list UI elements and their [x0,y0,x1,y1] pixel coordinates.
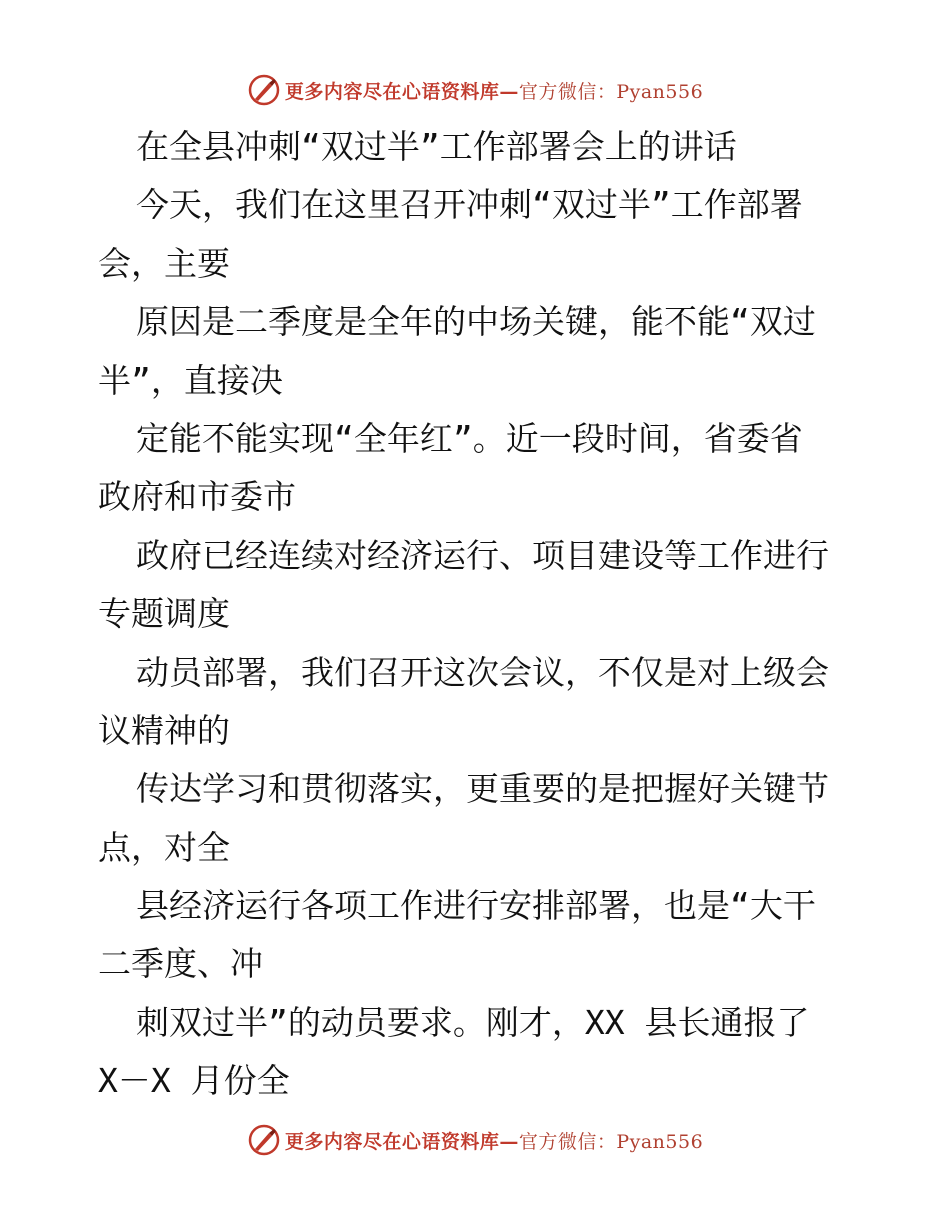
paragraph-line: 专题调度 [98,594,230,634]
pen-logo-icon [247,73,281,107]
header-watermark [0,70,950,110]
paragraph-line: 定能不能实现“全年红”。近一段时间，省委省 [136,418,803,458]
paragraph-line: 议精神的 [98,710,230,750]
paragraph-line: 半”，直接决 [98,360,283,400]
paragraph-line: 刺双过半”的动员要求。刚才，XX 县长通报了 [136,1002,810,1042]
paragraph-line: 传达学习和贯彻落实，更重要的是把握好关键节 [136,769,829,809]
watermark-text: 更多内容尽在心语资料库—官方微信：Pyan556 [284,1130,704,1153]
paragraph-line: X－X 月份全 [98,1061,290,1101]
paragraph-line: 动员部署，我们召开这次会议，不仅是对上级会 [136,652,829,692]
paragraph-line: 点，对全 [98,827,230,867]
paragraph-line: 今天，我们在这里召开冲刺“双过半”工作部署 [136,185,803,225]
watermark-text: 更多内容尽在心语资料库—官方微信：Pyan556 [284,80,704,103]
paragraph-line: 县经济运行各项工作进行安排部署，也是“大干 [136,886,816,926]
footer-watermark [0,1120,950,1160]
paragraph-line: 政府已经连续对经济运行、项目建设等工作进行 [136,535,829,575]
paragraph-line: 原因是二季度是全年的中场关键，能不能“双过 [136,302,816,342]
paragraph-line: 会，主要 [98,243,230,283]
document-body [98,118,858,1111]
paragraph-line: 政府和市委市 [98,477,296,517]
paragraph-line: 二季度、冲 [98,944,263,984]
pen-logo-icon [247,1123,281,1157]
doc-title: 在全县冲刺“双过半”工作部署会上的讲话 [136,127,737,166]
